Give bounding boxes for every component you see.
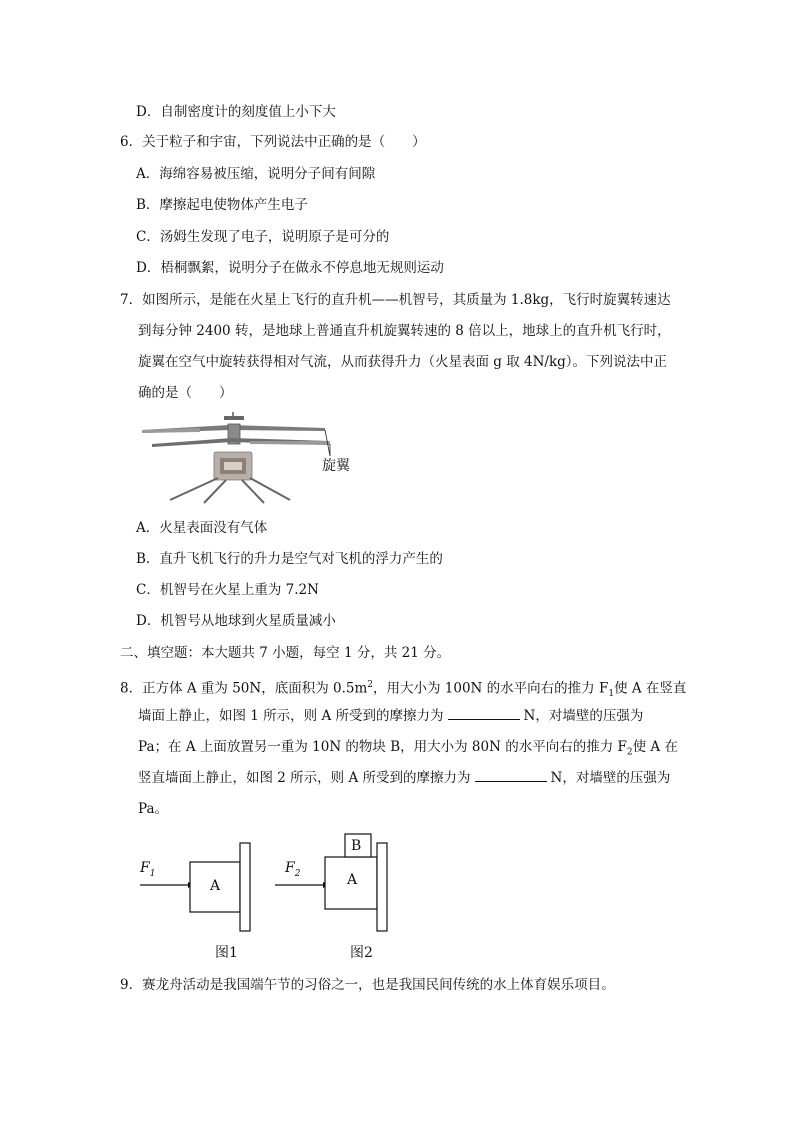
q8-line-5: Pa。: [138, 801, 169, 817]
answer-blank-2[interactable]: [475, 768, 547, 782]
q6-stem: 6．关于粒子和宇宙，下列说法中正确的是（ ）: [120, 134, 426, 150]
q7-option-a: A．火星表面没有气体: [136, 520, 268, 536]
q8-line-1: 8．正方体 A 重为 50N，底面积为 $0.5m^2$，用大小为 100N 的水平向右的推力 $F_1$使 A 在竖直: [120, 680, 687, 700]
q8-figures: [130, 825, 410, 945]
q6-option-b: B．摩擦起电使物体产生电子: [136, 197, 308, 213]
q6-option-d: D．梧桐飘絮，说明分子在做永不停息地无规则运动: [136, 260, 444, 276]
answer-blank-1[interactable]: [448, 706, 520, 720]
q8-line-3: Pa；在 A 上面放置另一重为 10N 的物块 B，用大小为 80N 的水平向右的推力 $F_2$使 A 在: [138, 739, 678, 758]
fig2-caption: 图2: [350, 945, 373, 961]
q8-line-2: 墙面上静止，如图 1 所示，则 A 所受到的摩擦力为 N，对墙壁的压强为: [138, 708, 644, 724]
q7-stem-line-1: 7．如图所示，是能在火星上飞行的直升机——机智号，其质量为 1.8kg，飞行时旋翼转速达: [120, 292, 671, 308]
fig2-force-label: $F_2$: [285, 860, 301, 879]
fig2-block-a: A: [347, 872, 358, 888]
q8-line-4: 竖直墙面上静止，如图 2 所示，则 A 所受到的摩擦力为 N，对墙壁的压强为: [138, 770, 671, 786]
q7-option-c: C．机智号在火星上重为 7.2N: [136, 582, 319, 598]
q5-option-d: D．自制密度计的刻度值上小下大: [136, 104, 336, 120]
q7-stem-line-4: 确的是（ ）: [138, 385, 233, 401]
fig1-force-label: $F_1$: [140, 860, 156, 879]
fig2-block-b: B: [351, 838, 362, 854]
q7-stem-line-2: 到每分钟 2400 转，是地球上普通直升机旋翼转速的 8 倍以上，地球上的直升机飞行时，: [138, 323, 671, 339]
q6-option-c: C．汤姆生发现了电子，说明原子是可分的: [136, 229, 390, 245]
rotor-label: 旋翼: [322, 458, 350, 474]
fig1-caption: 图1: [215, 945, 238, 961]
q7-option-d: D．机智号从地球到火星质量减小: [136, 613, 336, 629]
q7-option-b: B．直升飞机飞行的升力是空气对飞机的浮力产生的: [136, 551, 443, 567]
section-2-heading: 二、填空题：本大题共 7 小题，每空 1 分，共 21 分。: [120, 645, 451, 661]
q7-stem-line-3: 旋翼在空气中旋转获得相对气流，从而获得升力（火星表面 g 取 4N/kg）。下列说法中正: [138, 354, 668, 370]
q9-stem: 9．赛龙舟活动是我国端午节的习俗之一，也是我国民间传统的水上体育娱乐项目。: [120, 977, 615, 993]
fig1-block-a: A: [210, 878, 221, 894]
q6-option-a: A．海绵容易被压缩，说明分子间有间隙: [136, 166, 376, 182]
